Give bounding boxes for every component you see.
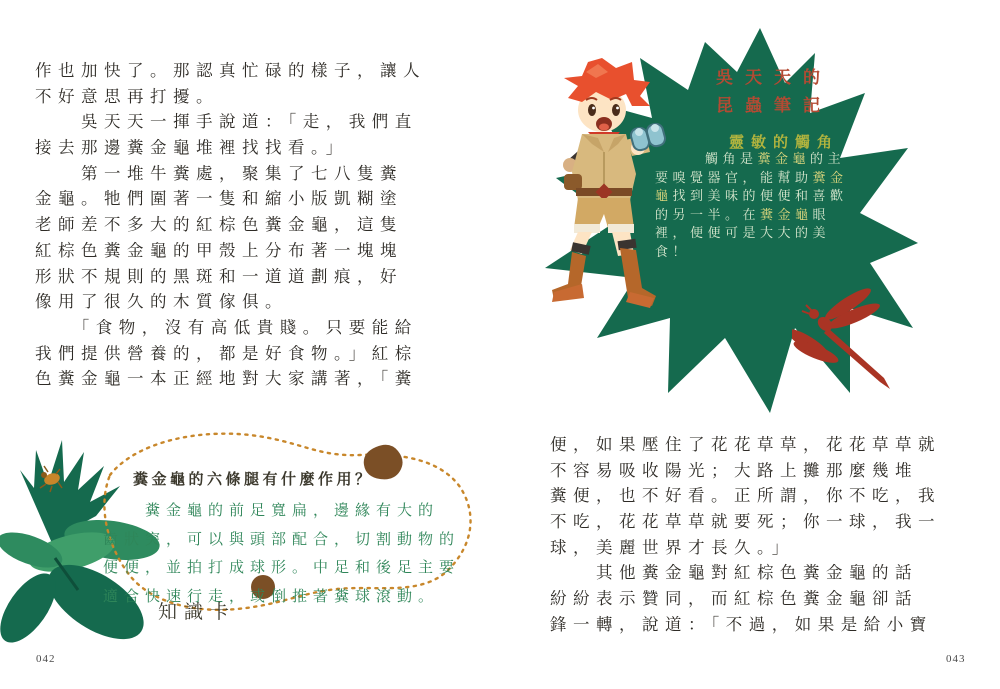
text-line: 金龜。牠們圍著一隻和縮小版凱糊塗 xyxy=(35,189,403,209)
text-line: 「食物，沒有高低貴賤。只要能給 xyxy=(35,317,418,337)
text-line: 不容易吸收陽光；大路上攤那麼幾堆 xyxy=(550,460,918,480)
text-line: 像用了很久的木質傢俱。 xyxy=(35,292,288,312)
knowledge-card-title: 糞金龜的六條腿有什麼作用？ xyxy=(133,471,374,488)
leaf-note-subtitle: 靈敏的觸角 xyxy=(729,134,840,151)
text-line: 接去那邊糞金龜堆裡找找看。」 xyxy=(35,138,349,158)
leaf-body-segment: 的主要嗅覺器官，能幫助 xyxy=(655,151,846,185)
card-line: 齒狀突，可以與頭部配合，切割動物的 xyxy=(103,530,461,548)
knowledge-card-label: 知識卡 xyxy=(158,602,237,623)
leaf-body-keyword: 糞金龜 xyxy=(655,169,848,204)
text-line: 不好意思再打擾。 xyxy=(35,86,219,106)
card-line: 便便，並拍打成球形。中足和後足主要 xyxy=(103,559,461,577)
dragonfly-icon xyxy=(792,283,907,398)
leaf-note-title xyxy=(716,64,832,120)
left-page-text xyxy=(35,58,465,392)
text-line: 鋒一轉，說道：「不過，如果是給小寶 xyxy=(550,614,933,634)
text-line: 作也加快了。那認真忙碌的樣子，讓人 xyxy=(35,61,426,80)
text-line: 球，美麗世界才長久。」 xyxy=(550,537,795,557)
leaf-note-title-line1: 吳天天的 xyxy=(716,68,832,87)
text-line: 我們提供營養的，都是好食物。」紅棕 xyxy=(35,343,418,363)
leaf-body-keyword: 糞金龜 xyxy=(757,151,811,166)
text-line: 吳天天一揮手說道：「走，我們直 xyxy=(35,112,418,132)
page-number-left: 042 xyxy=(36,653,56,665)
text-line: 不吃，花花草草就要死；你一球，我一 xyxy=(550,512,941,532)
leaf-note-title-line2: 昆蟲筆記 xyxy=(716,96,832,115)
text-line: 紛紛表示贊同，而紅棕色糞金龜卻話 xyxy=(550,589,918,609)
leaf-body-segment: 觸角是 xyxy=(705,151,758,166)
text-line: 形狀不規則的黑斑和一道道劃痕，好 xyxy=(35,266,403,286)
text-line: 老師差不多大的紅棕色糞金龜，這隻 xyxy=(35,215,403,235)
text-line: 紅棕色糞金龜的甲殼上分布著一塊塊 xyxy=(35,240,403,260)
leaf-note-body xyxy=(655,150,853,262)
leaf-body-keyword: 糞金龜 xyxy=(760,206,813,222)
leaf-body-segment: 找到美味的便便和喜歡的另一半。在 xyxy=(655,188,848,222)
card-line: 適合快速行走，或倒推著糞球滾動。 xyxy=(103,587,440,605)
leaf-body-segment: 眼裡，便便可是大大的美食！ xyxy=(655,206,831,259)
page-number-right: 043 xyxy=(946,653,966,665)
text-line: 第一堆牛糞處，聚集了七八隻糞 xyxy=(35,163,403,183)
text-line: 便，如果壓住了花花草草，花花草草就 xyxy=(550,435,941,454)
card-line: 糞金龜的前足寬扁，邊緣有大的 xyxy=(103,502,440,519)
knowledge-card-body xyxy=(103,497,460,611)
binoculars-icon xyxy=(629,122,666,151)
right-page-text xyxy=(550,432,980,638)
text-line: 糞便，也不好看。正所謂，你不吃，我 xyxy=(550,486,941,506)
text-line: 其他糞金龜對紅棕色糞金龜的話 xyxy=(550,563,918,583)
text-line: 色糞金龜一本正經地對大家講著，「糞 xyxy=(35,369,418,389)
